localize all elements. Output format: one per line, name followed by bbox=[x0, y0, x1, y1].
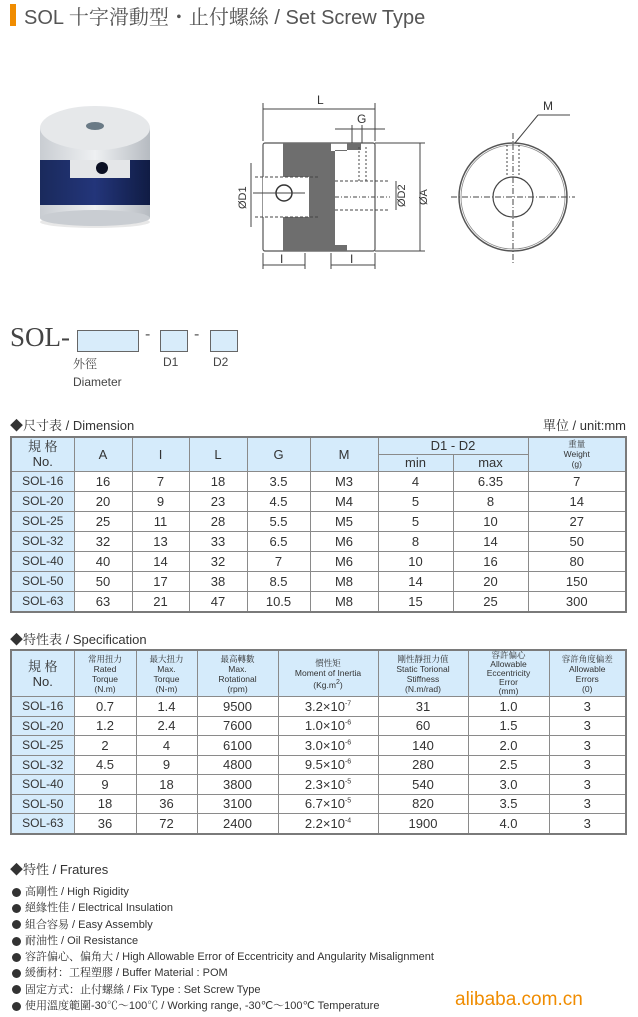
label-A: ØA bbox=[418, 189, 430, 205]
table-cell: M6 bbox=[310, 531, 378, 551]
table-cell: 1.2 bbox=[74, 716, 136, 736]
table-cell: 3 bbox=[549, 775, 626, 795]
table-cell: 8 bbox=[378, 531, 453, 551]
spec-header-eccentricity: 容許偏心 Allowable Eccentricity Error (mm) bbox=[468, 650, 549, 697]
table-cell: 40 bbox=[74, 551, 132, 571]
header-max: max bbox=[453, 454, 528, 471]
table-cell: 1.4 bbox=[136, 697, 197, 717]
table-cell: M5 bbox=[310, 511, 378, 531]
table-row bbox=[11, 531, 626, 551]
model-sep: - bbox=[194, 326, 200, 343]
table-cell: 1.0 bbox=[468, 697, 549, 717]
table-cell: 32 bbox=[189, 551, 247, 571]
table-cell: 3 bbox=[549, 755, 626, 775]
table-cell: 7 bbox=[528, 471, 626, 491]
table-row bbox=[11, 511, 626, 531]
table-cell: 0.7 bbox=[74, 697, 136, 717]
inertia-cell: $9.5\times 10^{-6}$ bbox=[278, 755, 378, 775]
model-no-cell: SOL-16 bbox=[11, 697, 74, 717]
table-row bbox=[11, 697, 626, 717]
table-cell: 9 bbox=[74, 775, 136, 795]
table-cell: 2.0 bbox=[468, 736, 549, 756]
header-I: I bbox=[132, 437, 189, 471]
table-cell: 15 bbox=[378, 591, 453, 612]
table-cell: 3100 bbox=[197, 794, 278, 814]
bullet-icon bbox=[12, 920, 21, 929]
product-photo bbox=[30, 100, 160, 230]
table-cell: 25 bbox=[453, 591, 528, 612]
inertia-cell: $1.0\times 10^{-6}$ bbox=[278, 716, 378, 736]
table-cell: 31 bbox=[378, 697, 468, 717]
table-cell: 63 bbox=[74, 591, 132, 612]
table-row bbox=[11, 794, 626, 814]
label-I-left: I bbox=[280, 252, 284, 266]
table-row bbox=[11, 814, 626, 834]
model-no-cell: SOL-32 bbox=[11, 531, 74, 551]
feature-text: 固定方式：止付螺絲 / Fix Type : Set Screw Type bbox=[25, 983, 261, 996]
header-A: A bbox=[74, 437, 132, 471]
table-row bbox=[11, 571, 626, 591]
table-cell: 36 bbox=[136, 794, 197, 814]
table-cell: 1.5 bbox=[468, 716, 549, 736]
d1-label: D1 bbox=[163, 355, 179, 369]
features-list bbox=[12, 884, 434, 1014]
table-cell: 9 bbox=[132, 491, 189, 511]
feature-item bbox=[12, 998, 434, 1014]
table-cell: 2 bbox=[74, 736, 136, 756]
feature-item bbox=[12, 933, 434, 949]
table-cell: 21 bbox=[132, 591, 189, 612]
header-d1d2: D1 - D2 bbox=[378, 437, 528, 454]
table-cell: 16 bbox=[453, 551, 528, 571]
feature-text: 使用溫度範圍-30℃～100℃ / Working range, -30℃～100℃ Temperature bbox=[25, 1000, 380, 1013]
table-cell: 3 bbox=[549, 716, 626, 736]
table-row bbox=[11, 591, 626, 612]
table-cell: 2.5 bbox=[468, 755, 549, 775]
model-no-cell: SOL-40 bbox=[11, 775, 74, 795]
inertia-cell: $2.2\times 10^{-4}$ bbox=[278, 814, 378, 834]
table-cell: 11 bbox=[132, 511, 189, 531]
bullet-icon bbox=[12, 888, 21, 897]
table-cell: 4800 bbox=[197, 755, 278, 775]
label-I-right: I bbox=[350, 252, 354, 266]
feature-text: 絕緣性佳 / Electrical Insulation bbox=[25, 902, 173, 915]
model-no-cell: SOL-50 bbox=[11, 571, 74, 591]
table-row bbox=[11, 736, 626, 756]
table-cell: 3 bbox=[549, 697, 626, 717]
unit-label: 單位 / unit:mm bbox=[542, 418, 626, 433]
table-cell: 13 bbox=[132, 531, 189, 551]
table-cell: 2.4 bbox=[136, 716, 197, 736]
bullet-icon bbox=[12, 937, 21, 946]
table-cell: 5 bbox=[378, 511, 453, 531]
inertia-cell: $3.0\times 10^{-6}$ bbox=[278, 736, 378, 756]
table-cell: 27 bbox=[528, 511, 626, 531]
feature-item bbox=[12, 965, 434, 981]
specification-table bbox=[10, 649, 627, 835]
table-cell: 8.5 bbox=[247, 571, 310, 591]
table-cell: 280 bbox=[378, 755, 468, 775]
table-cell: 10 bbox=[378, 551, 453, 571]
header-L: L bbox=[189, 437, 247, 471]
table-cell: 6.5 bbox=[247, 531, 310, 551]
table-cell: 3 bbox=[549, 736, 626, 756]
d2-box bbox=[210, 330, 238, 352]
table-cell: 5.5 bbox=[247, 511, 310, 531]
table-cell: 32 bbox=[74, 531, 132, 551]
feature-item bbox=[12, 982, 434, 998]
title-text: SOL 十字滑動型・止付螺絲 / Set Screw Type bbox=[24, 6, 426, 29]
model-no-cell: SOL-20 bbox=[11, 491, 74, 511]
table-cell: 20 bbox=[74, 491, 132, 511]
model-no-cell: SOL-25 bbox=[11, 736, 74, 756]
d1-box bbox=[160, 330, 188, 352]
dimension-title: ◆尺寸表 / Dimension bbox=[10, 418, 135, 433]
diameter-cn-label: 外徑 bbox=[73, 357, 98, 371]
table-cell: M8 bbox=[310, 571, 378, 591]
inertia-cell: $3.2\times 10^{-7}$ bbox=[278, 697, 378, 717]
feature-item bbox=[12, 949, 434, 965]
table-cell: 3.5 bbox=[468, 794, 549, 814]
table-cell: 36 bbox=[74, 814, 136, 834]
table-cell: 820 bbox=[378, 794, 468, 814]
table-cell: 38 bbox=[189, 571, 247, 591]
table-cell: 47 bbox=[189, 591, 247, 612]
table-cell: 23 bbox=[189, 491, 247, 511]
table-cell: M3 bbox=[310, 471, 378, 491]
bullet-icon bbox=[12, 985, 21, 994]
label-L: L bbox=[317, 93, 324, 107]
table-cell: 25 bbox=[74, 511, 132, 531]
table-cell: 9 bbox=[136, 755, 197, 775]
spec-header-inertia: 慣性矩 Moment of Inertia $(Kg.m^2)$ bbox=[278, 650, 378, 697]
spec-header-rated: 常用扭力 Rated Torque (N.m) bbox=[74, 650, 136, 697]
model-prefix: SOL- bbox=[10, 322, 70, 352]
label-G: G bbox=[357, 112, 367, 126]
d2-label: D2 bbox=[213, 355, 229, 369]
table-row bbox=[11, 775, 626, 795]
inertia-cell: $2.3\times 10^{-5}$ bbox=[278, 775, 378, 795]
diameter-en-label: Diameter bbox=[73, 375, 122, 389]
model-no-cell: SOL-40 bbox=[11, 551, 74, 571]
table-cell: 14 bbox=[378, 571, 453, 591]
table-cell: 540 bbox=[378, 775, 468, 795]
feature-text: 高剛性 / High Rigidity bbox=[25, 886, 129, 898]
inertia-cell: $6.7\times 10^{-5}$ bbox=[278, 794, 378, 814]
table-cell: 3.0 bbox=[468, 775, 549, 795]
table-cell: 5 bbox=[378, 491, 453, 511]
table-cell: 4.5 bbox=[247, 491, 310, 511]
table-cell: 18 bbox=[74, 794, 136, 814]
table-cell: 4.0 bbox=[468, 814, 549, 834]
table-cell: M8 bbox=[310, 591, 378, 612]
header-min: min bbox=[378, 454, 453, 471]
table-cell: 14 bbox=[453, 531, 528, 551]
label-D2: ØD2 bbox=[396, 184, 408, 207]
table-cell: 7 bbox=[247, 551, 310, 571]
spec-header-angular: 容許角度偏差 Allowable Errors (0) bbox=[549, 650, 626, 697]
feature-text: 耐油性 / Oil Resistance bbox=[25, 934, 139, 947]
spec-header-no: 規 格 No. bbox=[11, 650, 74, 697]
feature-item bbox=[12, 917, 434, 933]
diameter-box bbox=[77, 330, 139, 352]
table-cell: 4.5 bbox=[74, 755, 136, 775]
feature-text: 組合容易 / Easy Assembly bbox=[25, 918, 153, 931]
table-cell: 3 bbox=[549, 814, 626, 834]
table-cell: 3800 bbox=[197, 775, 278, 795]
table-row bbox=[11, 755, 626, 775]
specification-title: ◆特性表 / Specification bbox=[10, 632, 147, 647]
label-D1: ØD1 bbox=[237, 186, 249, 209]
spec-header-stiffness: 剛性靜扭力值 Static Torional Stiffness (N.m/rad) bbox=[378, 650, 468, 697]
model-no-cell: SOL-63 bbox=[11, 591, 74, 612]
table-cell: 60 bbox=[378, 716, 468, 736]
header-weight: 重量 Weight (g) bbox=[528, 437, 626, 471]
table-cell: 4 bbox=[378, 471, 453, 491]
model-no-cell: SOL-25 bbox=[11, 511, 74, 531]
header-no: 規 格 No. bbox=[11, 437, 74, 471]
page-title bbox=[10, 3, 425, 27]
bullet-icon bbox=[12, 1002, 21, 1011]
model-sep: - bbox=[145, 326, 151, 343]
feature-text: 緩衝材：工程塑膠 / Buffer Material : POM bbox=[25, 967, 228, 980]
feature-item bbox=[12, 884, 434, 900]
table-cell: 50 bbox=[528, 531, 626, 551]
table-row bbox=[11, 716, 626, 736]
table-row bbox=[11, 471, 626, 491]
model-no-cell: SOL-32 bbox=[11, 755, 74, 775]
model-no-cell: SOL-20 bbox=[11, 716, 74, 736]
spec-header-max-torque: 最大扭力 Max. Torque (N-m) bbox=[136, 650, 197, 697]
table-cell: 72 bbox=[136, 814, 197, 834]
table-cell: 17 bbox=[132, 571, 189, 591]
table-cell: 150 bbox=[528, 571, 626, 591]
table-cell: 9500 bbox=[197, 697, 278, 717]
label-M: M bbox=[543, 99, 553, 113]
table-cell: 18 bbox=[136, 775, 197, 795]
table-cell: 7600 bbox=[197, 716, 278, 736]
table-cell: 2400 bbox=[197, 814, 278, 834]
model-no-cell: SOL-63 bbox=[11, 814, 74, 834]
table-cell: 10.5 bbox=[247, 591, 310, 612]
model-no-cell: SOL-16 bbox=[11, 471, 74, 491]
watermark: alibaba.com.cn bbox=[455, 989, 583, 1010]
table-cell: 33 bbox=[189, 531, 247, 551]
table-cell: 3.5 bbox=[247, 471, 310, 491]
table-cell: 1900 bbox=[378, 814, 468, 834]
table-cell: 50 bbox=[74, 571, 132, 591]
dimension-table bbox=[10, 436, 627, 613]
header-G: G bbox=[247, 437, 310, 471]
table-row bbox=[11, 491, 626, 511]
model-no-cell: SOL-50 bbox=[11, 794, 74, 814]
table-cell: 10 bbox=[453, 511, 528, 531]
technical-drawing bbox=[225, 85, 625, 275]
feature-text: 容許偏心、偏角大 / High Allowable Error of Eccentricity and Angularity Misalignment bbox=[25, 951, 434, 964]
table-cell: 6100 bbox=[197, 736, 278, 756]
table-cell: 6.35 bbox=[453, 471, 528, 491]
table-cell: 18 bbox=[189, 471, 247, 491]
features-title: ◆特性 / Fratures bbox=[10, 862, 109, 877]
title-accent-bar bbox=[10, 4, 16, 26]
feature-item bbox=[12, 900, 434, 916]
header-M: M bbox=[310, 437, 378, 471]
bullet-icon bbox=[12, 904, 21, 913]
bullet-icon bbox=[12, 953, 21, 962]
spec-header-rotational: 最高轉數 Max. Rotational (rpm) bbox=[197, 650, 278, 697]
table-cell: 300 bbox=[528, 591, 626, 612]
table-cell: 140 bbox=[378, 736, 468, 756]
table-cell: 80 bbox=[528, 551, 626, 571]
table-cell: 16 bbox=[74, 471, 132, 491]
table-cell: M4 bbox=[310, 491, 378, 511]
table-cell: 14 bbox=[528, 491, 626, 511]
table-cell: 28 bbox=[189, 511, 247, 531]
table-cell: M6 bbox=[310, 551, 378, 571]
table-cell: 4 bbox=[136, 736, 197, 756]
table-row bbox=[11, 551, 626, 571]
bullet-icon bbox=[12, 969, 21, 978]
table-cell: 8 bbox=[453, 491, 528, 511]
table-cell: 7 bbox=[132, 471, 189, 491]
table-cell: 3 bbox=[549, 794, 626, 814]
model-code bbox=[10, 322, 310, 392]
table-cell: 14 bbox=[132, 551, 189, 571]
table-cell: 20 bbox=[453, 571, 528, 591]
